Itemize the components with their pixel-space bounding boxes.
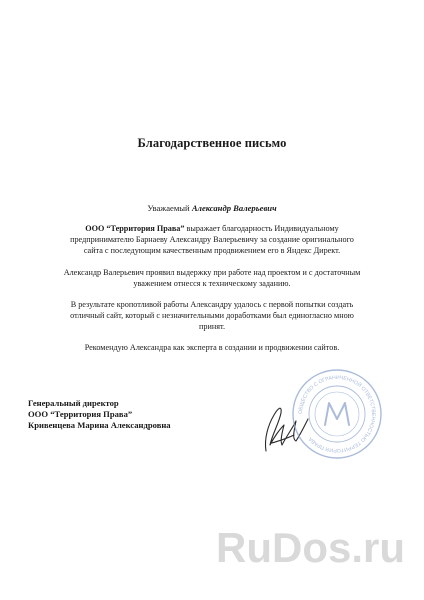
watermark-tld: ru: [363, 524, 406, 571]
paragraph-recommendation: Рекомендую Александра как эксперта в создании и продвижении сайтов.: [84, 343, 340, 352]
signatory-position: Генеральный директор: [28, 398, 119, 408]
watermark-dot: .: [351, 524, 364, 571]
paragraph-gratitude: ООО “Территория Права” выражает благодарность Индивидуальному предпринимателю Барнаеву Александру Валерьевичу за создание оригинального сайта с последующим качественным продвижением его в Яндекс Директ.: [70, 224, 354, 255]
stamp-emblem-ring: [315, 392, 359, 436]
paragraph-result: В результате кропотливой работы Александру удалось с первой попытки создать отличный сайт, который с незначительными доработками был единогласно мною принят.: [70, 300, 354, 331]
letter-title: Благодарственное письмо: [137, 136, 287, 150]
greeting: [0, 203, 424, 213]
company-name: ООО “Территория Права”: [85, 224, 185, 233]
signature-block: [28, 398, 171, 431]
greeting-name: Александр Валерьевич: [191, 203, 277, 213]
stamp-text-path: ОБЩЕСТВО С ОГРАНИЧЕННОЙ ОТВЕТСТВЕННОСТЬЮ ТЕРРИТОРИЯ ПРАВА: [297, 374, 377, 454]
stamp-outer-ring: [293, 370, 381, 458]
stamp-inner-ring: [309, 386, 365, 442]
signatory-company: ООО “Территория Права”: [28, 409, 133, 419]
watermark-ru: RuDos: [216, 524, 352, 571]
rudos-watermark: [212, 516, 412, 576]
company-stamp: [290, 367, 384, 461]
stamp-text: [298, 375, 376, 453]
greeting-prefix: Уважаемый: [147, 203, 192, 213]
stamp-emblem-icon: [325, 403, 349, 425]
signatory-name: Кривенцева Марина Александровна: [28, 420, 171, 430]
watermark-text: [216, 524, 405, 571]
paragraph-patience: Александр Валерьевич проявил выдержку при работе над проектом и с достаточным уважением отнесся к техническому заданию.: [63, 268, 361, 288]
